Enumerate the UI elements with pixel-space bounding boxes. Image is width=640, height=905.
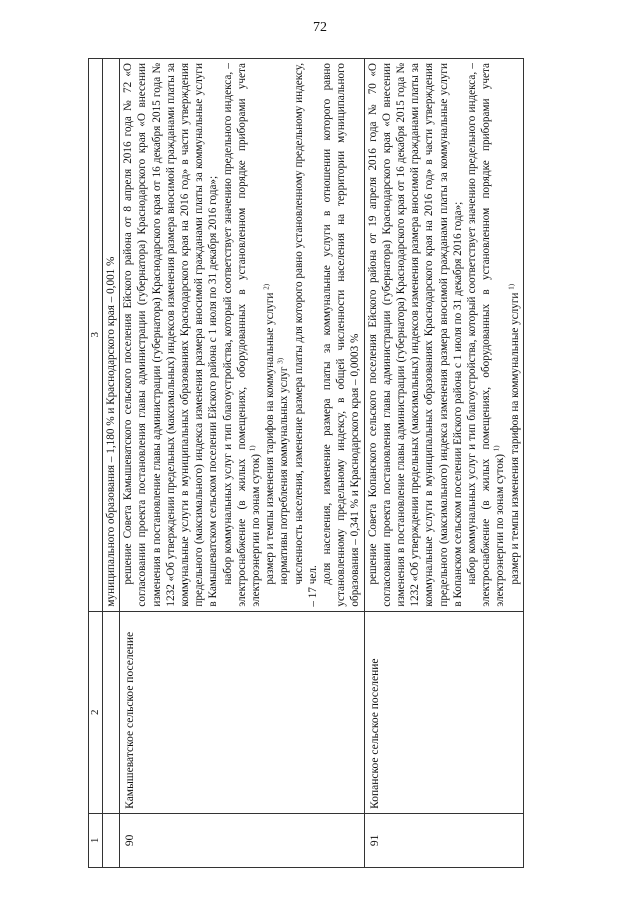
page-number: 72 [313, 20, 327, 35]
paragraph: численность населения, изменение размера платы для которого равно установленному предельному индексу, – 17 чел. [292, 63, 319, 607]
paragraph: размер и темпы изменения тарифов на коммунальные услуги $^{2)}$ [262, 283, 277, 585]
table-header-row [89, 59, 103, 868]
paragraph: решение Совета Камышеватского сельского поселения Ейского района от 8 апреля 2016 года № 72 «О согласовании проекта постановления главы администрации (губернатора) Краснодарского края «О внесении изменения в постановление главы администрации (губернатора) Краснодарского края от 16 декабря 2015 года № 1232 «Об утверждении предельных (максимальных) индексов изменения размера вносимой гражданами платы за коммунальные услуги в муниципальных образованиях Краснодарского края на 2016 год» в части утверждения предельного (максимального) индекса изменения размера вносимой гражданами платы за коммунальные услуги в Камышеватском сельском поселении Ейского района с 1 июля по 31 декабря 2016 года»; [122, 63, 220, 607]
paragraph: набор коммунальных услуг и тип благоустройства, который соответствует значению предельного индекса, – электроснабжение (в жилых помещениях, оборудованных в установленном порядке приборами учета электроэнергии по зонам суток) $^{1)}$ [221, 63, 263, 607]
settlement-name: Камышеватское сельское поселение [120, 611, 364, 813]
header-col-3: 3 [89, 59, 103, 612]
paragraph: решение Совета Копанского сельского поселения Ейского района от 19 апреля 2016 года № 70 «О согласовании проекта постановления главы администрации (губернатора) Краснодарского края «О внесении изменения в постановление главы администрации (губернатора) Краснодарского края от 16 декабря 2015 года № 1232 «Об утверждении предельных (максимальных) индексов изменения размера вносимой гражданами платы за коммунальные услуги в муниципальных образованиях Краснодарского края на 2016 год» в части утверждения предельного (максимального) индекса изменения размера вносимой гражданами платы за коммунальные услуги в Копанском сельском поселении Ейского района с 1 июля по 31 декабря 2016 года»; [366, 63, 464, 607]
table-row [364, 59, 523, 868]
row-number: 90 [120, 813, 364, 867]
settlement-name: Копанское сельское поселение [364, 611, 523, 813]
row-content [120, 59, 364, 612]
row-content [364, 59, 523, 612]
header-col-2: 2 [89, 611, 103, 813]
paragraph: размер и темпы изменения тарифов на коммунальные услуги $^{1)}$ [506, 283, 521, 585]
paragraph: набор коммунальных услуг и тип благоустройства, который соответствует значению предельного индекса, – электроснабжение (в жилых помещениях, оборудованных в установленном порядке приборами учета электроэнергии по зонам суток) $^{1)}$ [466, 63, 507, 607]
continuation-num-cell [103, 813, 120, 867]
continuation-text: муниципального образования – 1,180 % и Краснодарского края – 0,001 % [103, 59, 120, 612]
paragraph: доля населения, изменение размера платы за коммунальные услуги в отношении которого равно установленному предельному индексу, в общей численности населения на территории муниципального образования – 0,341 % и Краснодарского края – 0,0003 % [321, 63, 362, 607]
continuation-row [103, 59, 120, 868]
header-col-1: 1 [89, 813, 103, 867]
rotated-table-container [88, 58, 538, 868]
municipal-index-table [88, 58, 524, 868]
paragraph: нормативы потребления коммунальных услуг $^{3)}$ [276, 357, 291, 585]
row-number: 91 [364, 813, 523, 867]
continuation-name-cell [103, 611, 120, 813]
table-row [120, 59, 364, 868]
